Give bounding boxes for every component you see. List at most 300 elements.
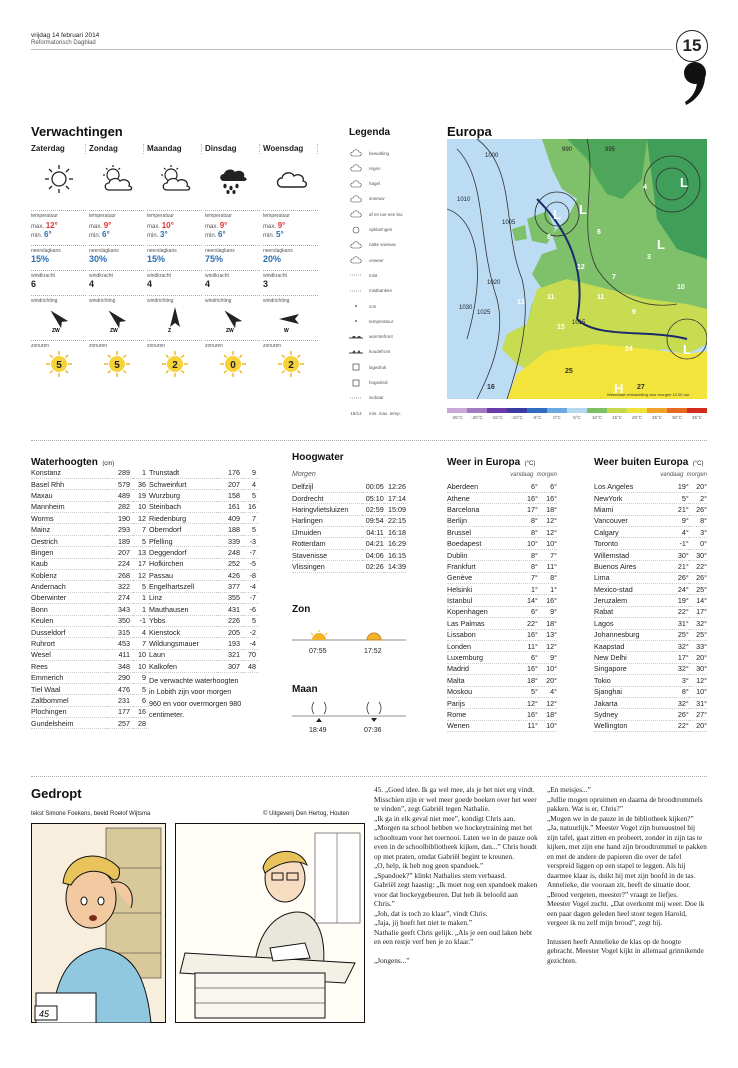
water-row-cell: Wurzburg <box>149 490 217 501</box>
water-row-cell: 10 <box>133 501 149 512</box>
water-row-cell: Koblenz <box>31 570 107 581</box>
scale-swatch <box>527 408 547 413</box>
legend-cloud-icon <box>349 194 363 204</box>
water-row-cell: -1 <box>133 615 149 626</box>
weather-eu-row-cell: Barcelona <box>447 504 519 515</box>
weather-eu-table <box>447 481 557 732</box>
tide-row-cell: 17:14 <box>384 492 406 503</box>
weather-eu-row <box>447 595 557 606</box>
moon-times-graphic <box>292 698 406 726</box>
legend-label: hogedruk <box>369 380 388 385</box>
water-row-cell: 188 <box>217 524 243 535</box>
scale-label: 25°C <box>651 415 663 420</box>
temperature-label: temperatuur <box>31 210 86 219</box>
weather-eu-row-cell: 6° <box>519 481 538 492</box>
water-row-cell: 248 <box>217 547 243 558</box>
sun-hours-icon <box>147 349 202 379</box>
page-number: 15 <box>676 30 708 62</box>
legend-item <box>349 255 429 265</box>
story-paragraph: „En meisjes...” <box>547 785 591 794</box>
legend-cloud-icon <box>349 255 363 265</box>
forecast-day <box>89 144 144 379</box>
sunset-time: 17:52 <box>364 648 382 655</box>
sun-hours-icon <box>205 349 260 379</box>
weather-eu-row-cell: 1° <box>538 584 557 595</box>
water-row-cell: 426 <box>217 570 243 581</box>
legend-sun-icon <box>349 225 363 235</box>
weather-eu-row-cell: 8° <box>519 561 538 572</box>
weather-world-row-cell: Sjanghai <box>594 686 670 697</box>
weather-eu-row-cell: Malta <box>447 675 519 686</box>
sun-hours-label: zonuren <box>89 340 144 349</box>
water-note <box>149 675 241 721</box>
water-row-cell: 5 <box>133 581 149 592</box>
water-row-cell: 158 <box>217 490 243 501</box>
scale-label: 30°C <box>671 415 683 420</box>
panel-number: 45 <box>39 1009 50 1019</box>
precip-label: neerslagkans <box>205 245 260 254</box>
weather-eu-row-cell: Genève <box>447 572 519 583</box>
europe-map-title: Europa <box>447 124 492 139</box>
day-name: Woensdag <box>263 144 318 154</box>
tide-row-cell: 16:15 <box>384 549 406 560</box>
water-row-cell: -8 <box>243 570 259 581</box>
weather-eu-row-cell: 18° <box>519 675 538 686</box>
story-paragraph: Meester Vogel zucht. „Dat overkomt mij weer. Doe ik een paar dagen geleden heel stoer tegen Harold, vergeet ik nu zelf mijn brood”, zegt hij. <box>547 899 705 927</box>
water-row-cell: 476 <box>107 683 133 694</box>
water-row-cell: Oberwinter <box>31 592 107 603</box>
weather-world-row-cell: 19° <box>670 481 688 492</box>
weather-world-row-cell: -1° <box>670 538 688 549</box>
water-row <box>31 683 149 694</box>
map-temp: 7 <box>612 274 616 281</box>
isobar-label: 1030 <box>459 305 473 311</box>
water-row-cell: 226 <box>217 615 243 626</box>
forecast-day <box>263 144 318 379</box>
water-row <box>31 524 149 535</box>
tide-row <box>292 481 406 492</box>
comic-title: Gedropt <box>31 786 82 801</box>
story-paragraph: Annelieke, die vooraan zit, heeft de situatie door. „Brood vergeten, meester?” vraagt ze liefjes. <box>547 880 691 899</box>
moonset-arrow-icon <box>371 718 377 722</box>
pressure-low: L <box>579 202 587 217</box>
weather-world-row <box>594 709 707 720</box>
water-row <box>31 490 149 501</box>
water-row-cell: 453 <box>107 638 133 649</box>
weather-world-row-cell: 24° <box>670 584 688 595</box>
legend-item <box>349 270 429 280</box>
water-table-right <box>149 467 259 673</box>
water-row-cell: Rees <box>31 661 107 672</box>
water-row-cell: Zaltbommel <box>31 695 107 706</box>
temperature-label: temperatuur <box>147 210 202 219</box>
weather-world-row-cell: 4° <box>670 527 688 538</box>
weather-world-row <box>594 720 707 731</box>
water-row-cell: Bingen <box>31 547 107 558</box>
tide-row-cell: 04:21 <box>362 538 384 549</box>
weather-eu-row-cell: 9° <box>538 652 557 663</box>
weather-eu-row-cell: 8° <box>538 572 557 583</box>
water-row-cell: Oberndorf <box>149 524 217 535</box>
pressure-high: H <box>614 381 624 396</box>
weather-eu-row <box>447 561 557 572</box>
water-row-cell: 4 <box>243 478 259 489</box>
water-row-cell: 315 <box>107 626 133 637</box>
weather-world-row <box>594 606 707 617</box>
water-row-cell: 19 <box>133 490 149 501</box>
legend-item <box>349 362 429 372</box>
water-row <box>31 706 149 717</box>
pressure-low: L <box>657 237 665 252</box>
cloud-icon <box>263 154 318 204</box>
map-temp: 11 <box>597 294 605 301</box>
weather-world-row-cell: 17° <box>670 652 688 663</box>
weather-world-row-cell: Lagos <box>594 618 670 629</box>
story-paragraph: „Jaja, jij hoeft het niet te maken.” <box>374 918 473 927</box>
water-row <box>149 547 259 558</box>
water-row-cell: 16 <box>133 706 149 717</box>
map-temp: 3 <box>647 254 651 261</box>
svg-text:ZW: ZW <box>109 328 118 333</box>
sun-hours-icon <box>89 349 144 379</box>
section-divider <box>31 440 707 441</box>
tide-row-cell: 04:11 <box>362 527 384 538</box>
weather-world-row-cell: Johannesburg <box>594 629 670 640</box>
water-row-cell: Ybbs <box>149 615 217 626</box>
water-row-cell: Kaub <box>31 558 107 569</box>
legend-item <box>349 163 429 173</box>
weather-eu-row-cell: Berlijn <box>447 515 519 526</box>
day-name: Maandag <box>147 144 202 154</box>
weather-world-row-cell: 5° <box>670 492 688 503</box>
europe-weather-map <box>447 139 707 399</box>
wind-arrow-icon <box>263 304 318 334</box>
legend-label: zon <box>369 303 377 309</box>
water-row <box>31 672 149 683</box>
legend-item <box>349 240 429 250</box>
legend-line-icon <box>349 393 363 403</box>
weather-world-row-cell: 21° <box>670 504 688 515</box>
weather-world-row-cell: NewYork <box>594 492 670 503</box>
water-row-cell: Andernach <box>31 581 107 592</box>
temperature-label: temperatuur <box>89 210 144 219</box>
weather-eu-row-cell: 7° <box>538 549 557 560</box>
weather-world-row <box>594 675 707 686</box>
tide-row-cell: Dordrecht <box>292 492 362 503</box>
direction-label: windrichting <box>31 295 86 304</box>
weather-world-row-cell: Toronto <box>594 538 670 549</box>
direction-label: windrichting <box>263 295 318 304</box>
water-row-cell: 231 <box>107 695 133 706</box>
comic-panel-2 <box>175 823 365 1023</box>
svg-text:5: 5 <box>113 360 120 371</box>
weather-eu-row-cell: 5° <box>519 686 538 697</box>
tide-row-cell: 00:05 <box>362 481 384 492</box>
water-row <box>149 570 259 581</box>
weather-eu-row-cell: 7° <box>519 572 538 583</box>
temperature-label: temperatuur <box>205 210 260 219</box>
water-row-cell: 36 <box>133 478 149 489</box>
svg-text:ZW: ZW <box>51 328 60 333</box>
weather-world-row-cell: 32° <box>670 640 688 651</box>
water-row-cell: 339 <box>217 535 243 546</box>
tide-row <box>292 549 406 560</box>
legend-label: lagedruk <box>369 364 387 370</box>
water-row <box>31 718 149 729</box>
precip-value: 15% <box>147 254 166 264</box>
weather-world-row-cell: 10° <box>689 686 707 697</box>
water-row <box>149 638 259 649</box>
isobar-label: 990 <box>562 147 573 153</box>
weather-world-title: Weer buiten Europa (°C) <box>594 457 704 468</box>
wind-arrow-icon <box>89 304 144 334</box>
water-row-cell: -2 <box>243 626 259 637</box>
weather-world-row <box>594 640 707 651</box>
weather-eu-row-cell: 10° <box>538 538 557 549</box>
weather-world-row <box>594 572 707 583</box>
weather-eu-row-cell: 18° <box>538 504 557 515</box>
weather-eu-row-cell: 16° <box>519 629 538 640</box>
pressure-low: L <box>680 175 688 190</box>
weather-eu-title: Weer in Europa (°C) <box>447 457 536 468</box>
water-row-cell: 207 <box>107 547 133 558</box>
weather-world-row-cell: Miami <box>594 504 670 515</box>
map-temp: 25 <box>565 368 573 375</box>
weather-world-row-cell: 9° <box>670 515 688 526</box>
svg-text:Z: Z <box>167 328 171 333</box>
forecast-day <box>31 144 86 379</box>
wind-label: windkracht <box>147 270 202 279</box>
water-row-cell: 6 <box>133 695 149 706</box>
water-row-cell: Wesel <box>31 649 107 660</box>
comic-copyright: © Uitgeverij Den Hertog, Houten <box>263 811 350 817</box>
legend-cloud-icon <box>349 148 363 158</box>
precip-label: neerslagkans <box>263 245 318 254</box>
weather-eu-row <box>447 515 557 526</box>
water-row-cell: 282 <box>107 501 133 512</box>
weather-eu-row <box>447 618 557 629</box>
water-row-cell: 176 <box>217 467 243 478</box>
scale-swatch <box>567 408 587 413</box>
legend-label: natte sneeuw <box>369 242 396 248</box>
scale-label: -15°C <box>491 415 503 420</box>
water-row <box>31 638 149 649</box>
water-row-cell: 16 <box>243 501 259 512</box>
water-row <box>31 535 149 546</box>
story-paragraph: „Ik ga in elk geval niet mee”, kondigt Chris aan. „Morgen na school hebben we hockeytraining met het schoolteam voor het toernooi. Laten we in de pauze ook even in de schoolbibliotheek kijken, dan...” Chris houdt op met praten, omdat Gabriël begint te kreunen. <box>374 813 538 861</box>
water-row-cell: 343 <box>107 604 133 615</box>
weather-eu-row <box>447 720 557 731</box>
weather-world-row-cell: 14° <box>689 595 707 606</box>
forecast-day <box>147 144 202 379</box>
moonrise-time: 18:49 <box>309 727 327 734</box>
tide-row-cell: Harlingen <box>292 515 362 526</box>
weather-eu-row-cell: 10° <box>519 538 538 549</box>
legend-line-icon <box>349 286 363 296</box>
legend-item <box>349 378 429 388</box>
water-row-cell: -7 <box>243 592 259 603</box>
weather-eu-row-cell: Luxemburg <box>447 652 519 663</box>
water-row-cell: Oestrich <box>31 535 107 546</box>
direction-label: windrichting <box>205 295 260 304</box>
water-row <box>149 604 259 615</box>
weather-eu-row <box>447 640 557 651</box>
sunrise-time: 07:55 <box>309 648 327 655</box>
tide-row-cell: 12:26 <box>384 481 406 492</box>
weather-world-row <box>594 515 707 526</box>
weather-world-row-cell: Calgary <box>594 527 670 538</box>
weather-world-row-cell: Los Angeles <box>594 481 670 492</box>
svg-text:ZW: ZW <box>225 328 234 333</box>
weather-world-row <box>594 663 707 674</box>
wind-arrow-icon <box>205 304 260 334</box>
temperature-label: temperatuur <box>263 210 318 219</box>
weather-world-row-cell: 30° <box>689 549 707 560</box>
water-row <box>149 592 259 603</box>
water-row <box>149 649 259 660</box>
water-row <box>31 467 149 478</box>
weather-eu-row <box>447 675 557 686</box>
weather-eu-row <box>447 663 557 674</box>
weather-eu-row <box>447 527 557 538</box>
map-temp: 15 <box>557 324 565 331</box>
water-row-cell: 1 <box>133 467 149 478</box>
weather-eu-row-cell: 12° <box>538 697 557 708</box>
min-temp: min. 5° <box>263 230 284 239</box>
water-row-cell: Engelhartszell <box>149 581 217 592</box>
tide-row-cell: Stavenisse <box>292 549 362 560</box>
tide-row <box>292 527 406 538</box>
water-row-cell: 7 <box>133 638 149 649</box>
water-row-cell: Worms <box>31 513 107 524</box>
story-paragraph: Gabriël zegt haastig: „Ik moet nog een spandoek maken voor dat hockeygebeuren. Dat heb ik beloofd aan Chris.” <box>374 880 538 908</box>
tide-row <box>292 492 406 503</box>
legend-item <box>349 301 429 311</box>
weather-eu-row-cell: Frankfurt <box>447 561 519 572</box>
water-row <box>31 661 149 672</box>
day-name: Dinsdag <box>205 144 260 154</box>
forecast-day <box>205 144 260 379</box>
water-row <box>31 513 149 524</box>
weather-eu-row-cell: 12° <box>538 515 557 526</box>
water-row-cell: 431 <box>217 604 243 615</box>
water-row-cell: Plochingen <box>31 706 107 717</box>
water-row <box>31 558 149 569</box>
tide-row-cell: Haringvlietsluizen <box>292 504 362 515</box>
legend-item <box>349 148 429 158</box>
sunset-icon <box>367 633 381 640</box>
legend-label: temperatuur <box>369 318 394 324</box>
tide-row-cell: Delfzijl <box>292 481 362 492</box>
legend-cloud-icon <box>349 163 363 173</box>
weather-eu-row-cell: Helsinki <box>447 584 519 595</box>
weather-world-row-cell: Willemstad <box>594 549 670 560</box>
water-row-cell: 207 <box>217 478 243 489</box>
weather-world-row-cell: Singapore <box>594 663 670 674</box>
water-row-cell: Dusseldorf <box>31 626 107 637</box>
scale-swatch <box>627 408 647 413</box>
weather-eu-row-cell: 8° <box>519 527 538 538</box>
weather-world-row <box>594 538 707 549</box>
water-row <box>149 615 259 626</box>
water-row <box>31 626 149 637</box>
water-row-cell: 12 <box>133 513 149 524</box>
weather-eu-row-cell: 18° <box>538 618 557 629</box>
weather-world-row-cell: 20° <box>689 481 707 492</box>
water-row-cell: 9 <box>133 672 149 683</box>
isobar-label: 1005 <box>502 220 516 226</box>
weather-eu-row-cell: 17° <box>519 504 538 515</box>
svg-text:0: 0 <box>229 360 236 371</box>
map-temp: 16 <box>487 384 495 391</box>
legend-cloud-icon <box>349 240 363 250</box>
weather-eu-row-cell: Las Palmas <box>447 618 519 629</box>
water-row <box>31 547 149 558</box>
weather-world-row <box>594 652 707 663</box>
water-row-cell: Emmerich <box>31 672 107 683</box>
scale-labels <box>447 415 707 420</box>
water-row <box>149 558 259 569</box>
weather-eu-row-cell: 4° <box>538 686 557 697</box>
weather-eu-row-cell: Athene <box>447 492 519 503</box>
water-row <box>31 581 149 592</box>
legend-warm-icon <box>349 332 363 342</box>
legend-box-icon <box>349 378 363 388</box>
tide-row-cell: 02:26 <box>362 561 384 572</box>
water-row-cell: 274 <box>107 592 133 603</box>
comic-panel-1 <box>31 823 166 1023</box>
svg-text:2: 2 <box>287 360 294 371</box>
water-note-line: in Lobith zijn voor morgen <box>149 687 232 697</box>
weather-eu-row-cell: 8° <box>519 549 538 560</box>
weather-world-row-cell: Buenos Aires <box>594 561 670 572</box>
water-row-cell: 268 <box>107 570 133 581</box>
svg-text:5: 5 <box>55 360 62 371</box>
legend-item <box>349 347 429 357</box>
water-row <box>149 501 259 512</box>
water-table-left <box>31 467 149 729</box>
wind-value: 4 <box>205 279 211 289</box>
weather-eu-row <box>447 697 557 708</box>
weather-eu-row <box>447 606 557 617</box>
legend-cloud-icon <box>349 209 363 219</box>
water-row-cell: 205 <box>217 626 243 637</box>
weather-world-row-cell: 21° <box>670 561 688 572</box>
water-row-cell: Basel Rhh <box>31 478 107 489</box>
weather-eu-row <box>447 549 557 560</box>
water-row-cell: 489 <box>107 490 133 501</box>
water-row-cell: Ruhrort <box>31 638 107 649</box>
wind-label: windkracht <box>31 270 86 279</box>
partly-cloudy-icon <box>89 154 144 204</box>
weather-world-row-cell: Wellington <box>594 720 670 731</box>
weather-world-row-cell: 20° <box>689 652 707 663</box>
day-name: Zaterdag <box>31 144 86 154</box>
water-row-cell: Kalkofen <box>149 661 217 672</box>
water-row-cell: Mauthausen <box>149 604 217 615</box>
weather-world-row-cell: 32° <box>689 618 707 629</box>
tide-table <box>292 481 406 573</box>
water-note-line: De verwachte waterhoogten <box>149 676 239 685</box>
water-row-cell: Keulen <box>31 615 107 626</box>
weather-eu-row-cell: 10° <box>538 663 557 674</box>
wind-label: windkracht <box>205 270 260 279</box>
weather-eu-row <box>447 481 557 492</box>
water-row-cell: 579 <box>107 478 133 489</box>
weather-eu-row-cell: Boedapest <box>447 538 519 549</box>
scale-label: -25°C <box>451 415 463 420</box>
legend-item <box>349 393 429 403</box>
